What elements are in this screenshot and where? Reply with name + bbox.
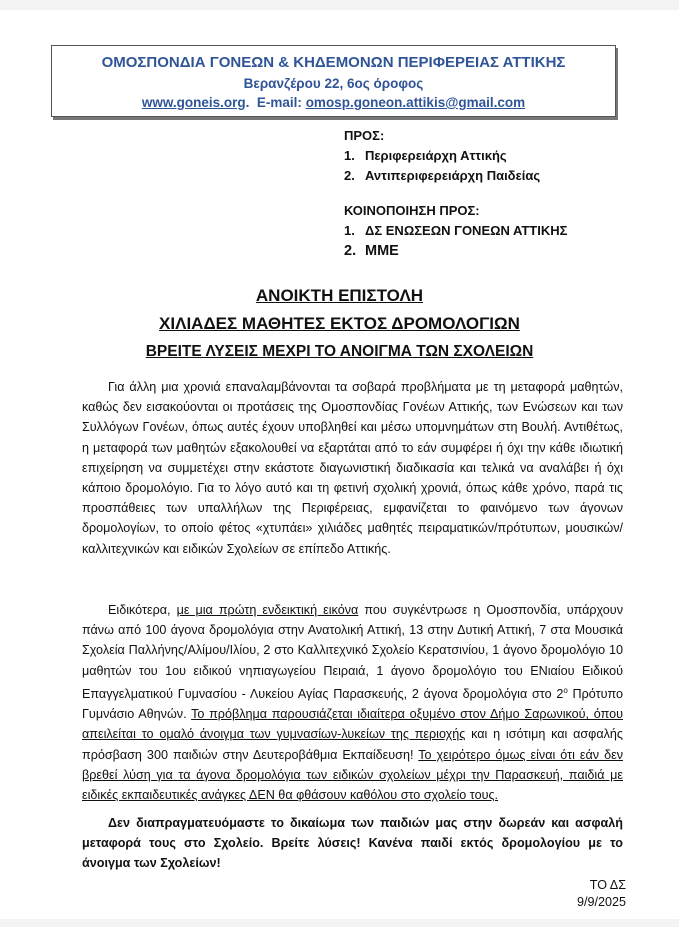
- to-item: 1. Περιφερειάρχη Αττικής: [344, 148, 507, 163]
- cc-item: 1. ΔΣ ΕΝΩΣΕΩΝ ΓΟΝΕΩΝ ΑΤΤΙΚΗΣ: [344, 223, 568, 238]
- letterhead: [51, 45, 616, 117]
- title-headline: ΧΙΛΙΑΔΕΣ ΜΑΘΗΤΕΣ ΕΚΤΟΣ ΔΡΟΜΟΛΟΓΙΩΝ: [159, 314, 520, 333]
- signature-date: 9/9/2025: [576, 895, 626, 909]
- organization-name: ΟΜΟΣΠΟΝΔΙΑ ΓΟΝΕΩΝ & ΚΗΔΕΜΟΝΩΝ ΠΕΡΙΦΕΡΕΙΑΣ ΑΤΤΙΚΗΣ: [101, 54, 566, 71]
- title-subheadline: ΒΡΕΙΤΕ ΛΥΣΕΙΣ ΜΕΧΡΙ ΤΟ ΑΝΟΙΓΜΑ ΤΩΝ ΣΧΟΛΕΙΩΝ: [145, 343, 534, 360]
- website-suffix: .: [245, 95, 250, 110]
- top-scan-margin: [0, 0, 679, 10]
- contact-line: [52, 95, 615, 110]
- bottom-scan-margin: [0, 919, 679, 927]
- website-link[interactable]: www.goneis.org: [141, 95, 246, 110]
- body-paragraph-2: Ειδικότερα, με μια πρώτη ενδεικτική εικόνα που συγκέντρωσε η Ομοσπονδία, υπάρχουν πάνω από 100 άγονα δρομολόγια στην Ανατολική Αττική, 13 στην Δυτική Αττική, 7 στα Μουσικά Σχολεία Παλλήνης/Αλίμου/Ιλίου, 2 στο Καλλιτεχνικό Σχολείο Κερατσινίου, 1 άγονο δρομολόγιο 10 μαθητών του 1ου ειδικού νηπιαγωγείου Πειραιά, 1 άγονο δρομολόγιο του ΕΝιαίου Ειδικού Επαγγελματικού Γυμνασίου - Λυκείου Αγίας Παρασκευής, 2 άγονα δρομολόγια στο $2^o$ Πρότυπο Γυμνάσιο Αθηνών. Το πρόβλημα παρουσιάζεται ιδιαίτερα οξυμένο στον Δήμο Σαρωνικού, όπου απειλείται το ομαλό άνοιγμα των γυμνασίων-λυκείων της περιοχής και η ισότιμη και ασφαλής πρόσβαση 300 παιδιών στην Δευτεροβάθμια Εκπαίδευση! Το χειρότερο όμως είναι ότι εάν δεν βρεθεί λύση για τα άγονα δρομολόγια των ειδικών σχολείων μέχρι την Παρασκευή, παιδιά με ειδικές εκπαιδευτικές ανάγκες ΔΕΝ θα φθάσουν καθόλου στο σχολείο τους.: [82, 603, 624, 803]
- to-item: 2. Αντιπεριφερειάρχη Παιδείας: [344, 168, 541, 183]
- to-heading: ΠΡΟΣ:: [344, 128, 385, 143]
- cc-block: [344, 201, 567, 261]
- title-open-letter: ΑΝΟΙΚΤΗ ΕΠΙΣΤΟΛΗ: [255, 286, 424, 305]
- recipients-block: [344, 126, 540, 186]
- body-paragraph-1: Για άλλη μια χρονιά επαναλαμβάνονται τα σοβαρά προβλήματα με τη μεταφορά μαθητών, καθώς δεν εισακούονται οι προτάσεις της Ομοσπονδίας Γονέων Αττικής, των Ενώσεων και των Συλλόγων Γονέων, όπως αυτές έχουν υποβληθεί και μέσω υπομνημάτων στη Βουλή. Αντιθέτως, η μεταφορά των μαθητών εξακολουθεί να εξαρτάται από το εάν συμφέρει ή όχι την κάθε ιδιωτική επιχείρηση να συμμετέχει στην εκάστοτε διαγωνιστική διαδικασία και τελικά να αναλάβει ή όχι κάποιο δρομολόγιο. Για το λόγο αυτό και τη φετινή σχολική χρονιά, όπως κάθε χρόνο, παρά τις προσπάθειες των υπαλλήλων της Περιφέρειας, εμφανίζεται το φαινόμενο των άγονων δρομολογίων, το οποίο φέτος «χτυπάει» χιλιάδες μαθητές πειραματικών/πρότυπων, μουσικών/καλλιτεχνικών και ειδικών Σχολείων σε επίπεδο Αττικής.: [82, 380, 623, 556]
- closing-statement: Δεν διαπραγματευόμαστε το δικαίωμα των παιδιών μας στην δωρεάν και ασφαλή μεταφορά τους στο Σχολείο. Βρείτε λύσεις! Κανένα παιδί εκτός δρομολογίου με το άνοιγμα των Σχολείων!: [82, 816, 623, 871]
- cc-heading: ΚΟΙΝΟΠΟΙΗΣΗ ΠΡΟΣ:: [344, 203, 480, 218]
- signature-signer: ΤΟ ΔΣ: [589, 878, 626, 892]
- email-label: E-mail:: [256, 95, 302, 110]
- email-link[interactable]: omosp.goneon.attikis@gmail.com: [305, 95, 526, 110]
- cc-item: 2. ΜΜΕ: [344, 243, 399, 259]
- organization-address: Βερανζέρου 22, 6ος όροφος: [243, 76, 424, 91]
